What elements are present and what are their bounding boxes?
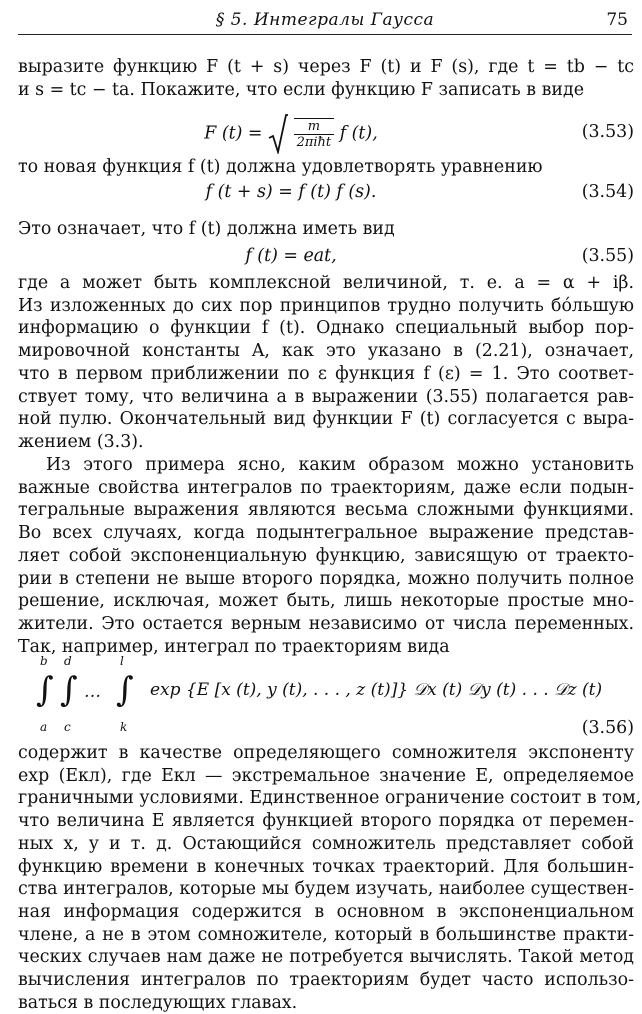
- text-line: ваться в последующих главах.: [18, 992, 298, 1013]
- integral-dots: …: [84, 682, 101, 702]
- integral-sign: ∫: [36, 670, 54, 710]
- eq-body: f (t) = eat,: [245, 246, 337, 266]
- text-line: мировочной константы A, как это указано в (2.21), означает,: [18, 341, 634, 362]
- upper-limit: l: [120, 654, 124, 668]
- text-line: жители. Это остается верным независимо от числа переменных.: [18, 613, 634, 634]
- text-line: решение, исключая, может быть, лишь некоторые простые мно-: [18, 591, 634, 612]
- paragraph-2: [18, 156, 634, 179]
- frac-denominator: 2πiħt: [296, 135, 332, 150]
- lower-limit: k: [120, 720, 128, 734]
- text-line: ческих случаев нам даже не потребуется вычислять. Такой метод: [18, 947, 634, 968]
- sqrt-sign: [268, 114, 334, 154]
- equation-number: (3.56): [581, 718, 634, 738]
- eq-lhs: F (t) =: [204, 123, 263, 144]
- lower-limit: a: [40, 720, 48, 734]
- text-line: Из этого примера ясно, каким образом можно установить: [46, 455, 634, 475]
- text-line: где a может быть комплексной величиной, т. е. a = α + iβ.: [18, 273, 634, 293]
- text-line: то новая функция f (t) должна удовлетворять уравнению: [18, 157, 543, 177]
- text-line: что в первом приближении по ε функция f (ε) = 1. Это соответ-: [18, 363, 634, 384]
- lower-limit: c: [64, 720, 71, 734]
- text-line: ствует тому, что величина a в выражении (3.55) полагается рав-: [18, 386, 634, 407]
- upper-limit: d: [64, 654, 72, 668]
- text-line: жением (3.3).: [18, 431, 144, 452]
- text-line: ляет собой экспоненциальную функцию, зависящую от траекто-: [18, 545, 634, 566]
- text-line: вычисления интегралов по траекториям будет часто использо-: [18, 970, 634, 991]
- paragraph-6: [18, 742, 642, 1014]
- integrand: exp {E [x (t), y (t), . . . , z (t)]} 𝒟x (t) 𝒟y (t) . . . 𝒟z (t): [150, 680, 603, 700]
- text-line: exp (Eкл), где Eкл — экстремальное значение E, определяемое: [18, 765, 634, 786]
- text-line: выразите функцию F (t + s) через F (t) и F (s), где t = tb − tc: [18, 57, 634, 77]
- paragraph-3: [18, 218, 634, 241]
- text-line: что величина E является функцией второго порядка от перемен-: [18, 811, 634, 832]
- text-line: и s = tc − ta. Покажите, что если функцию F записать в виде: [18, 79, 584, 100]
- text-line: граничными условиями. Единственное ограничение состоит в том,: [18, 788, 642, 809]
- page-number: 75: [606, 10, 628, 30]
- text-line: члене, а не в этом сомножителе, который в большинстве практи-: [18, 924, 634, 945]
- integral-sign: ∫: [116, 670, 134, 710]
- eq-body: f (t + s) = f (t) f (s).: [205, 182, 377, 202]
- text-line: тегральные выражения являются весьма сложными функциями.: [18, 500, 634, 521]
- text-line: Во всех случаях, когда подынтегральное выражение представ-: [18, 523, 634, 544]
- text-line: Из изложенных до сих пор принципов трудно получить бо́льшую: [18, 295, 634, 316]
- running-head: § 5. Интегралы Гаусса: [215, 10, 435, 30]
- frac-numerator: m: [294, 119, 335, 135]
- eq-rhs: f (t),: [339, 123, 378, 144]
- text-line: ства интегралов, которые мы будем изучать, наиболее существен-: [18, 879, 634, 900]
- paragraph-5: [18, 454, 634, 658]
- text-line: содержит в качестве определяющего сомножителя экспоненту: [18, 743, 634, 763]
- paragraph-4: [18, 272, 634, 454]
- equation-number: (3.54): [581, 182, 634, 202]
- text-line: Так, например, интеграл по траекториям вида: [18, 636, 450, 657]
- equation-3-53: [18, 110, 634, 156]
- text-line: информацию о функции f (t). Однако специальный выбор пор-: [18, 318, 634, 339]
- equation-number: (3.53): [581, 122, 634, 142]
- text-line: функцию времени в конечных точках траекторий. Для большин-: [18, 856, 634, 877]
- text-line: ная информация содержится в основном в экспоненциальном: [18, 901, 634, 922]
- upper-limit: b: [40, 654, 48, 668]
- equation-3-56: [18, 652, 634, 742]
- text-line: Это означает, что f (t) должна иметь вид: [18, 219, 395, 239]
- equation-number: (3.55): [581, 246, 634, 266]
- page-header: [18, 8, 632, 35]
- paragraph-1: [18, 56, 634, 101]
- text-line: ных x, y и т. д. Остающийся сомножитель представляет собой: [18, 833, 634, 854]
- integral-sign: ∫: [60, 670, 78, 710]
- text-line: важные свойства интегралов по траекториям, даже если подын-: [18, 477, 634, 498]
- text-line: рии в степени не выше второго порядка, можно получить полное: [18, 568, 634, 589]
- equation-3-54: [18, 182, 634, 222]
- text-line: ной пулю. Окончательный вид функции F (t) согласуется с выра-: [18, 409, 634, 430]
